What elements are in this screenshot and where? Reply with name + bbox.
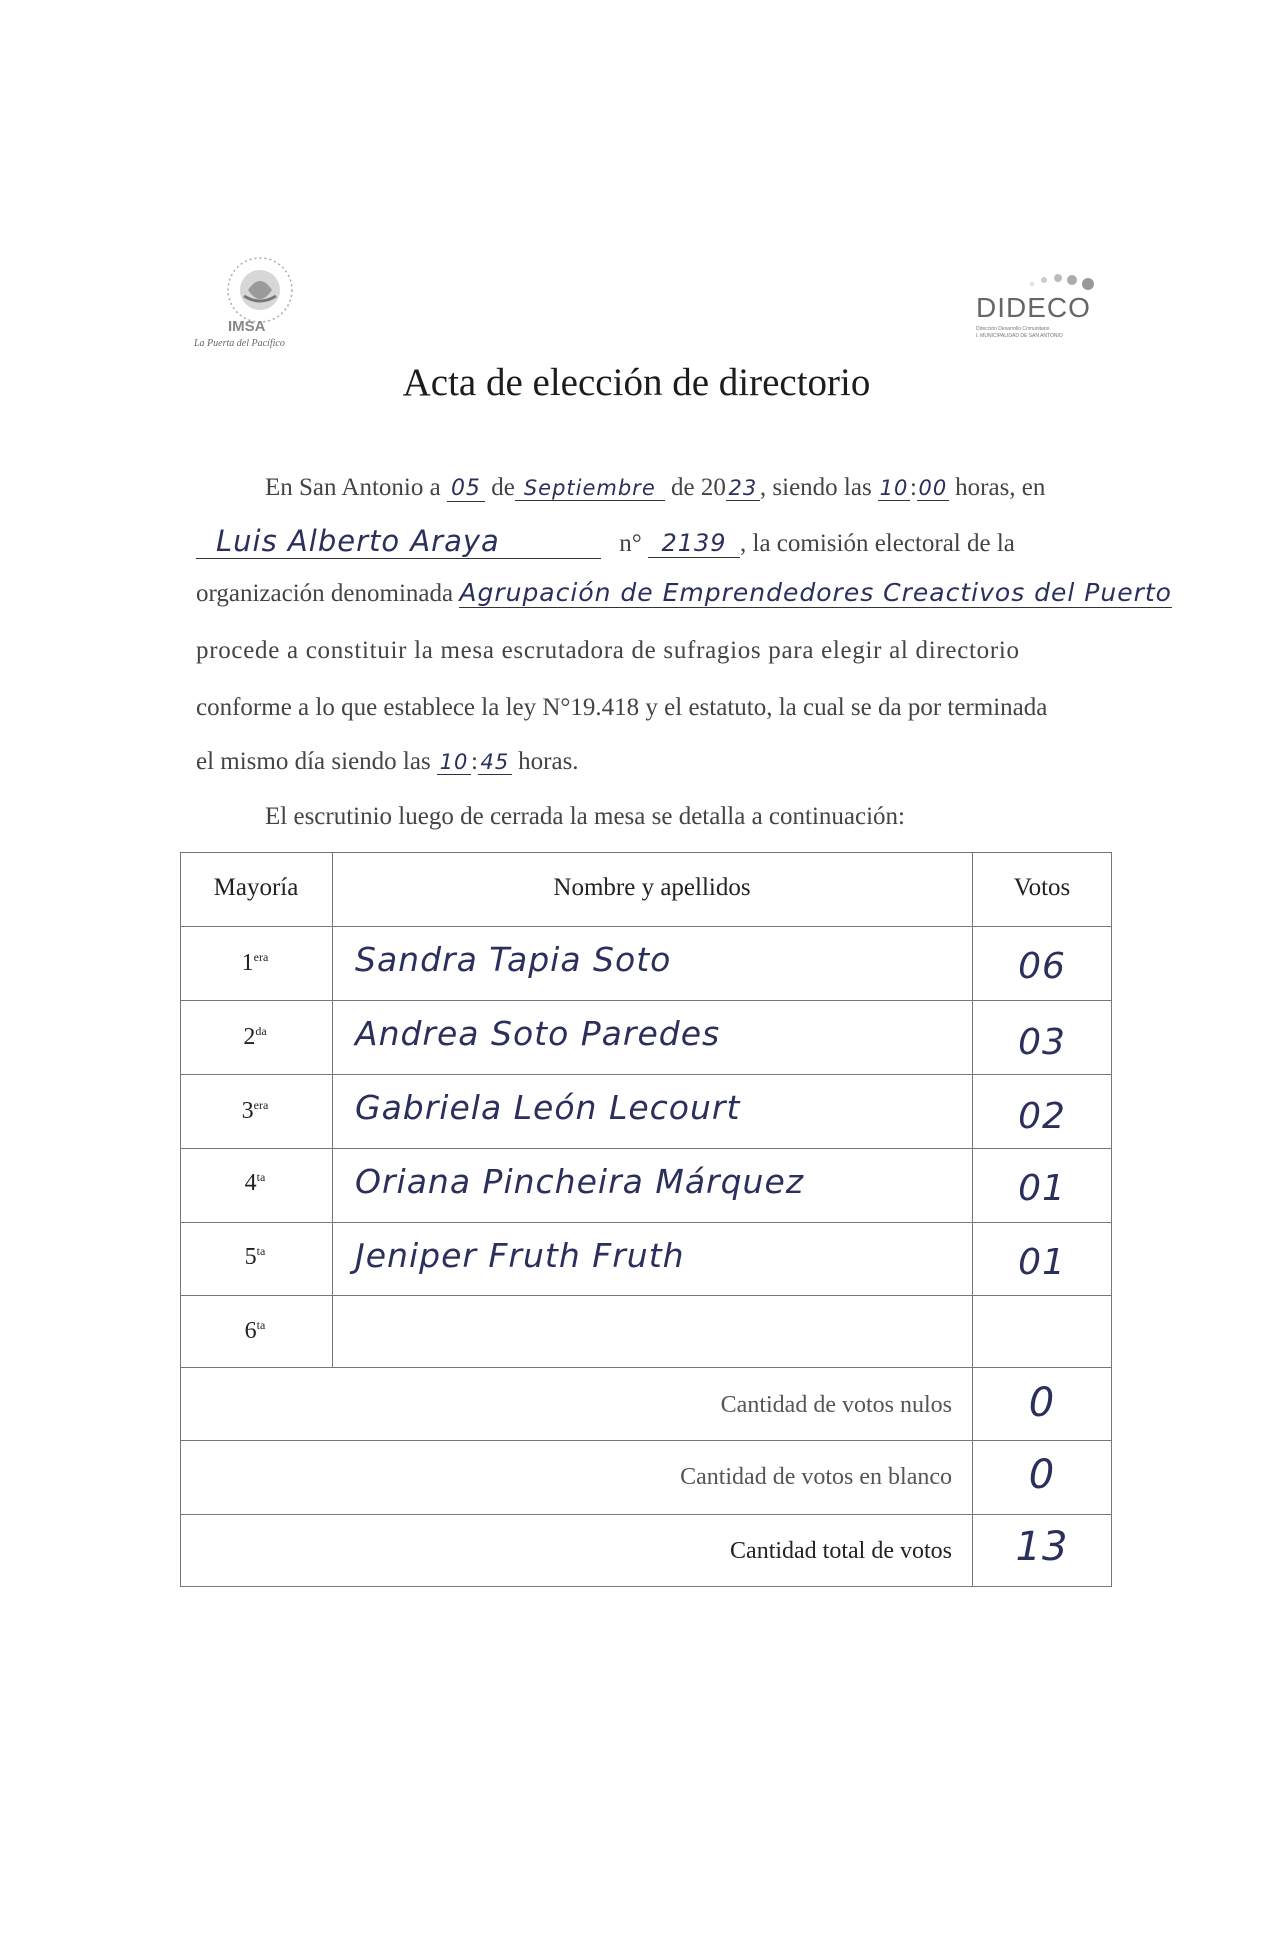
end-minute-field: 45 [478, 750, 512, 775]
text: , siendo las [759, 474, 872, 501]
candidate-votes-1: 06 [1018, 946, 1066, 987]
rank-6: $6^{ta}$ [244, 1318, 266, 1344]
null-votes-value: 0 [1028, 1380, 1056, 1426]
text: : [470, 748, 478, 775]
total-votes-value: 13 [1015, 1524, 1069, 1570]
dideco-sub1: Dirección Desarrollo Comunitario [976, 326, 1050, 332]
header-votos: Votos [1013, 874, 1071, 901]
form-line-2 [196, 524, 1015, 559]
month-field: Septiembre [515, 476, 665, 501]
dideco-sub2: I. MUNICIPALIDAD DE SAN ANTONIO [976, 333, 1063, 339]
number-field: 2139 [648, 529, 740, 558]
candidate-votes-3: 02 [1018, 1096, 1066, 1137]
table-col-line [332, 852, 333, 1367]
candidate-votes-5: 01 [1018, 1242, 1066, 1283]
text: el mismo día siendo las [196, 748, 431, 775]
rank-4: $4^{ta}$ [244, 1170, 266, 1196]
text: horas, en [955, 474, 1046, 501]
page-title: Acta de elección de directorio [402, 361, 871, 404]
text: En San Antonio a [265, 474, 441, 501]
end-hour-field: 10 [437, 750, 471, 775]
text: , la comisión electoral de la [740, 530, 1015, 557]
rank-2: $2^{da}$ [243, 1024, 267, 1050]
text: de [491, 474, 515, 501]
place-field: Luis Alberto Araya [196, 524, 601, 559]
candidate-name-5: Jeniper Fruth Fruth [355, 1236, 685, 1275]
candidate-name-4: Oriana Pincheira Márquez [355, 1162, 805, 1201]
dots-icon [970, 264, 1118, 294]
minute-field: 00 [918, 476, 948, 500]
form-line-7: El escrutinio luego de cerrada la mesa se detalla a continuación: [265, 803, 906, 830]
dideco-name: DIDECO [976, 292, 1091, 323]
form-line-3 [196, 578, 1172, 608]
form-line-5: conforme a lo que establece la ley N°19.418 y el estatuto, la cual se da por terminada [196, 694, 1048, 721]
text: organización denominada [196, 580, 454, 607]
text: horas. [518, 748, 579, 775]
imsa-logo [194, 256, 320, 356]
candidate-votes-4: 01 [1018, 1168, 1066, 1209]
hour-field: 10 [879, 476, 909, 500]
header-mayoria: Mayoría [213, 874, 299, 901]
form-line-1 [265, 474, 1045, 502]
candidate-votes-2: 03 [1018, 1022, 1066, 1063]
table-row-line [180, 1295, 1112, 1296]
form-line-6 [196, 748, 579, 776]
header-nombre: Nombre y apellidos [553, 874, 751, 901]
blank-votes-label: Cantidad de votos en blanco [680, 1464, 952, 1490]
org-name-field: Agrupación de Emprendedores Creactivos del Puerto [459, 578, 1172, 607]
candidate-name-2: Andrea Soto Paredes [355, 1014, 721, 1053]
imsa-name: IMSA [228, 318, 266, 335]
table-row-line [180, 1440, 1112, 1441]
table-row-line [180, 1074, 1112, 1075]
table-row-line [180, 1148, 1112, 1149]
table-row-line [180, 1367, 1112, 1368]
table-row-line [180, 926, 1112, 927]
day-field: 05 [447, 476, 485, 502]
rank-5: $5^{ta}$ [244, 1244, 266, 1270]
null-votes-label: Cantidad de votos nulos [720, 1392, 952, 1418]
imsa-tagline: La Puerta del Pacífico [194, 338, 285, 349]
text: de 20 [671, 474, 726, 501]
text: n° [619, 530, 642, 557]
table-row-line [180, 1514, 1112, 1515]
candidate-name-1: Sandra Tapia Soto [355, 940, 672, 979]
table-row-line [180, 1000, 1112, 1001]
blank-votes-value: 0 [1028, 1452, 1056, 1498]
candidate-name-3: Gabriela León Lecourt [355, 1088, 741, 1127]
rank-1: $1^{era}$ [241, 950, 269, 976]
dideco-logo [970, 268, 1118, 352]
text: : [909, 474, 917, 501]
total-votes-label: Cantidad total de votos [730, 1538, 952, 1564]
year-field: 23 [726, 476, 760, 501]
form-line-4: procede a constituir la mesa escrutadora de sufragios para elegir al directorio [196, 637, 1020, 664]
table-row-line [180, 1222, 1112, 1223]
vote-table [180, 852, 1112, 1587]
rank-3: $3^{era}$ [241, 1098, 269, 1124]
